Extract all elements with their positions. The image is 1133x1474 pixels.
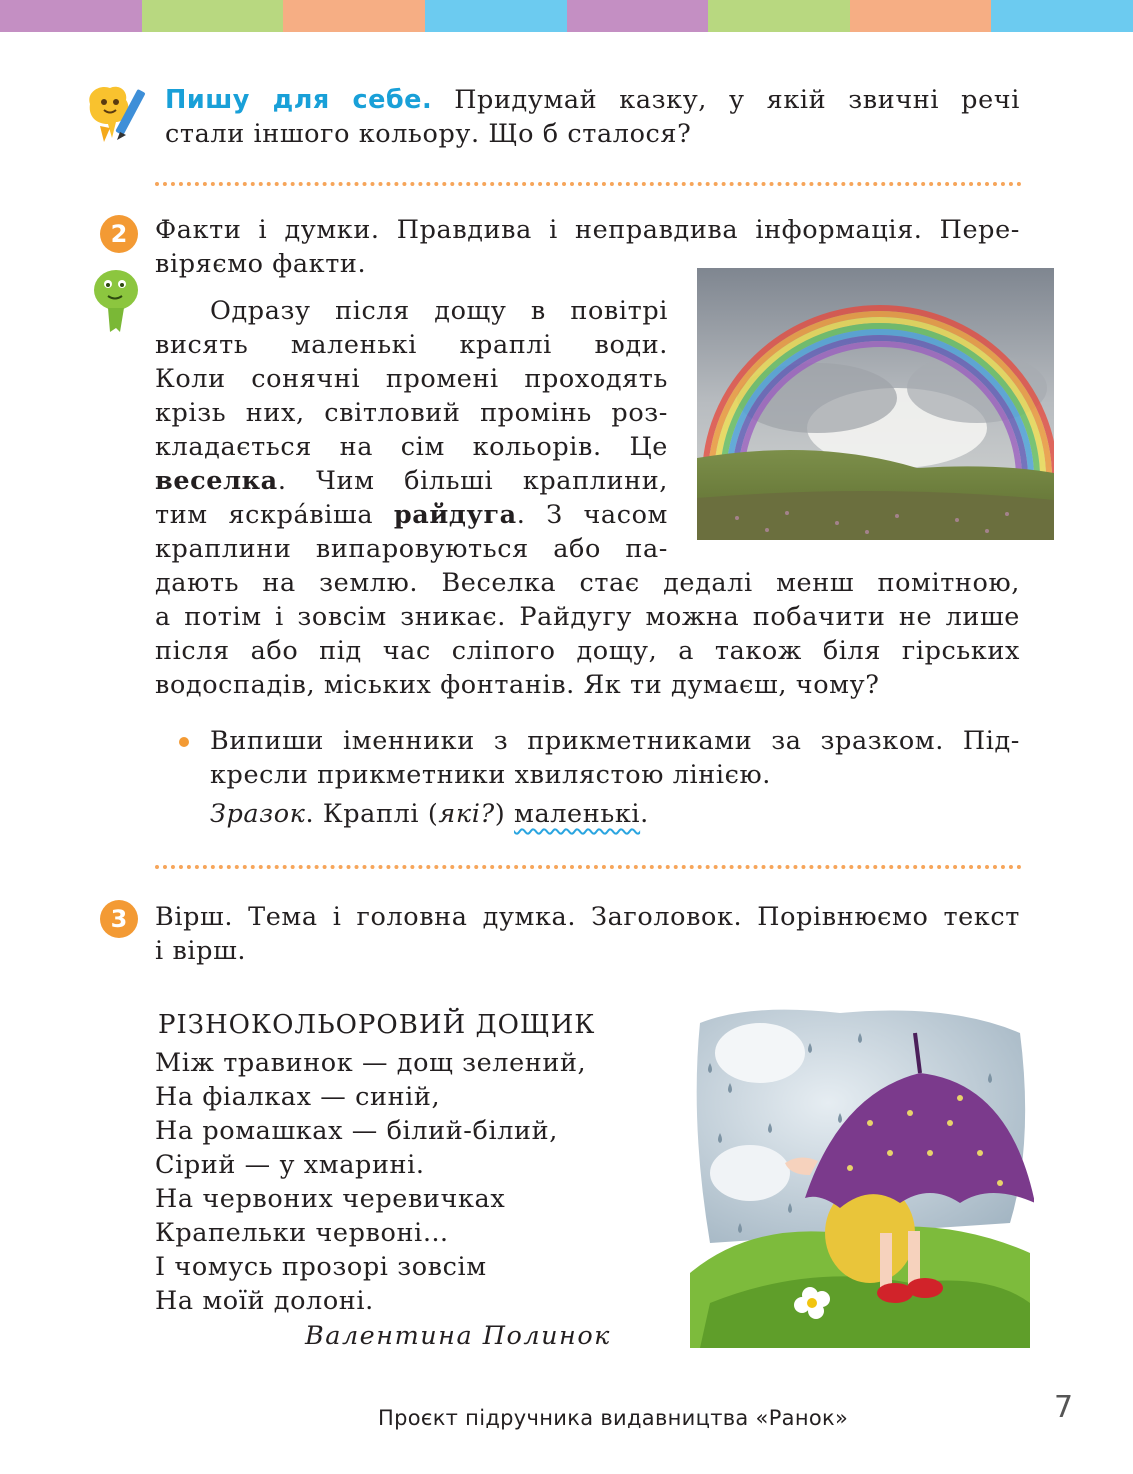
poem-author: Валентина Полинок xyxy=(305,1321,611,1351)
rainbow-photo xyxy=(697,268,1054,540)
color-stripe xyxy=(0,0,142,32)
para-line: водоспадів, міських фонтанів. Як ти думаєш, чому? xyxy=(155,670,880,700)
bold-term: веселка xyxy=(155,466,278,496)
para-line: висять маленькі краплі води. xyxy=(155,330,668,360)
para-text: . З часом xyxy=(516,500,668,530)
task3-title-line1: Вірш. Тема і головна думка. Заголовок. Порівнюємо текст xyxy=(155,902,1020,932)
color-stripe xyxy=(708,0,850,32)
sample-text: ) xyxy=(494,799,515,829)
task-number-badge: 2 xyxy=(100,215,138,253)
dotted-divider xyxy=(155,865,1022,869)
sample-question: які? xyxy=(438,799,495,829)
bullet-line1: Випиши іменники з прикметниками за зразком. Під- xyxy=(210,726,1020,756)
para-text: . Чим більші краплини, xyxy=(277,466,668,496)
para-text: тим яскра́віша xyxy=(155,500,374,530)
page-number: 7 xyxy=(1054,1390,1074,1425)
dotted-divider xyxy=(155,182,1022,186)
para-line: кладається на сім кольорів. Це xyxy=(155,432,668,462)
poem-line: І чомусь прозорі зовсім xyxy=(155,1252,487,1282)
para-line: а потім і зовсім зникає. Райдугу можна побачити не лише xyxy=(155,602,1020,632)
para-line-raiduha xyxy=(155,498,668,532)
color-stripe xyxy=(991,0,1133,32)
write-heading: Пишу для себе. xyxy=(165,85,433,115)
color-stripe xyxy=(567,0,709,32)
poem-line: На червоних черевичках xyxy=(155,1184,506,1214)
poem-line: Між травинок — дощ зелений, xyxy=(155,1048,587,1078)
para-line: дають на землю. Веселка стає дедалі менш помітною, xyxy=(155,568,1020,598)
write-text: Придумай казку, у якій звичні речі xyxy=(454,85,1020,115)
para-line: Коли сонячні промені проходять xyxy=(155,364,668,394)
para-line: крізь них, світловий промінь роз- xyxy=(155,398,668,428)
green-mascot-icon xyxy=(90,266,142,336)
sample-answer: маленькі xyxy=(514,799,641,829)
task3-title-line2: і вірш. xyxy=(155,936,247,966)
poem-line: На ромашках — білий-білий, xyxy=(155,1116,558,1146)
task-number-badge: 3 xyxy=(100,900,138,938)
sample-label: Зразок xyxy=(210,799,306,829)
poem-line: На моїй долоні. xyxy=(155,1286,374,1316)
sample-text: . xyxy=(640,799,649,829)
para-line-veselka xyxy=(155,464,668,498)
bold-term: райдуга xyxy=(393,500,517,530)
color-stripe xyxy=(142,0,284,32)
top-color-bar xyxy=(0,0,1133,32)
para-line: краплини випаровуються або па- xyxy=(155,534,668,564)
poem-line: На фіалках — синій, xyxy=(155,1082,441,1112)
sample-text: . Краплі ( xyxy=(305,799,439,829)
bullet-line2: кресли прикметники хвилястою лінією. xyxy=(210,760,772,790)
footer-publisher: Проєкт підручника видавництва «Ранок» xyxy=(378,1406,849,1430)
color-stripe xyxy=(425,0,567,32)
poem-line: Крапельки червоні… xyxy=(155,1218,449,1248)
poem-line: Сірий — у хмарині. xyxy=(155,1150,425,1180)
pencil-mascot-icon xyxy=(82,82,150,150)
task2-title-line2: віряємо факти. xyxy=(155,249,367,279)
umbrella-girl-illustration xyxy=(690,1003,1034,1348)
write-prompt-line1 xyxy=(165,83,1020,117)
color-stripe xyxy=(850,0,992,32)
write-prompt-line2: стали іншого кольору. Що б сталося? xyxy=(165,119,692,149)
bullet-dot xyxy=(179,737,189,747)
color-stripe xyxy=(283,0,425,32)
sample-line xyxy=(210,797,1020,831)
para-line: після або під час сліпого дощу, а також біля гірських xyxy=(155,636,1020,666)
para-line: Одразу після дощу в повітрі xyxy=(210,296,668,326)
task2-title-line1: Факти і думки. Правдива і неправдива інформація. Пере- xyxy=(155,215,1020,245)
poem-title: РІЗНОКОЛЬОРОВИЙ ДОЩИК xyxy=(158,1010,596,1040)
